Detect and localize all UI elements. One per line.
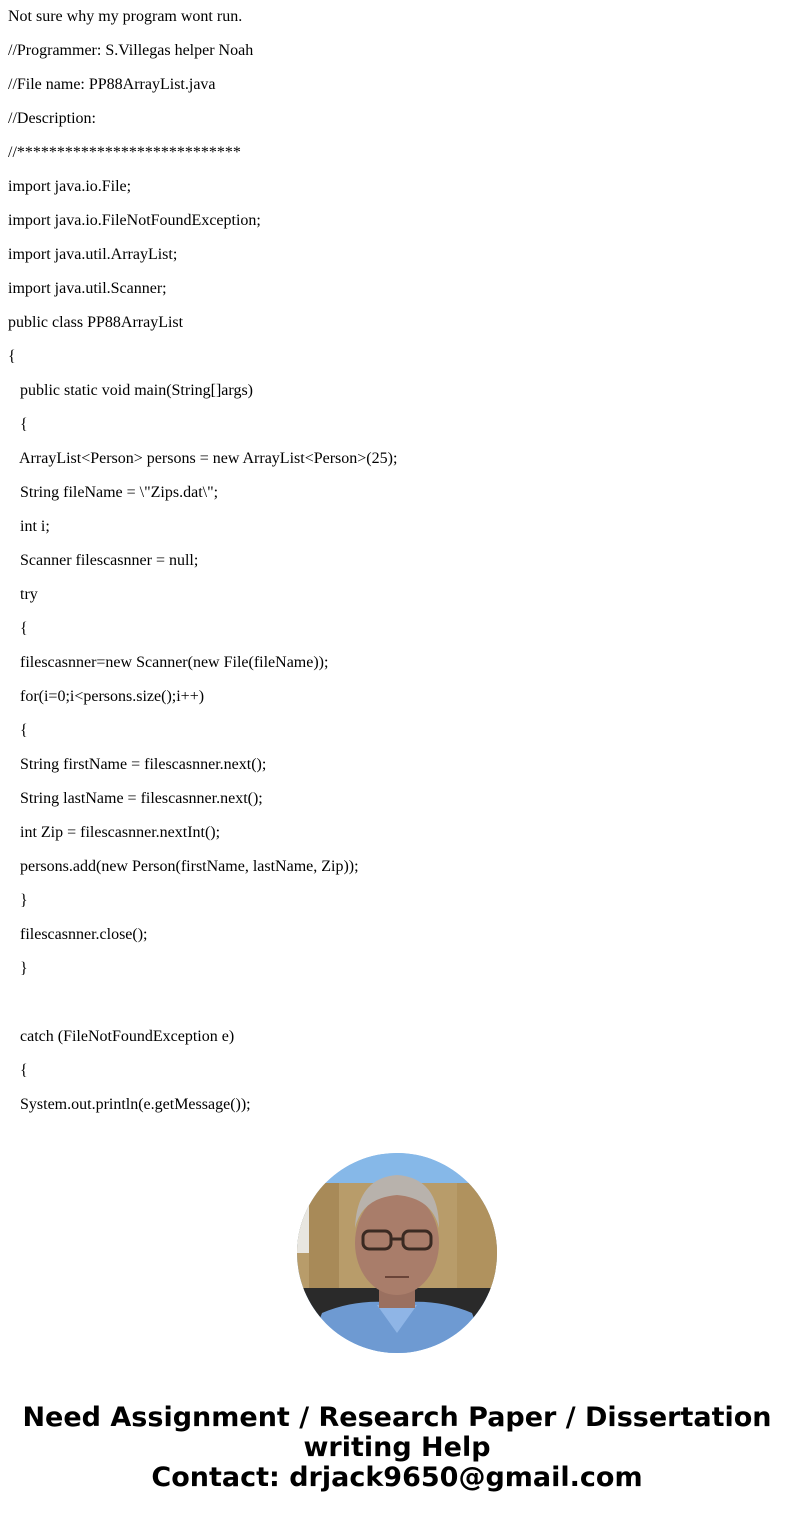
code-line: Scanner filescasnner = null; bbox=[20, 552, 199, 569]
code-line: import java.util.ArrayList; bbox=[8, 246, 178, 263]
code-line: int Zip = filescasnner.nextInt(); bbox=[20, 824, 221, 841]
code-line: { bbox=[8, 348, 16, 365]
ad-line-2: writing Help bbox=[303, 1432, 491, 1463]
code-line: int i; bbox=[20, 518, 50, 535]
code-line: String lastName = filescasnner.next(); bbox=[20, 790, 263, 807]
code-line: persons.add(new Person(firstName, lastName, Zip)); bbox=[20, 858, 359, 875]
code-line: { bbox=[20, 722, 28, 739]
code-line: //File name: PP88ArrayList.java bbox=[8, 76, 216, 93]
code-line: //Programmer: S.Villegas helper Noah bbox=[8, 42, 254, 59]
code-line: try bbox=[20, 586, 38, 603]
code-line: for(i=0;i<persons.size();i++) bbox=[20, 688, 205, 705]
code-line: public class PP88ArrayList bbox=[8, 314, 184, 331]
code-line: //Description: bbox=[8, 110, 96, 127]
person-photo-avatar-icon bbox=[297, 1153, 497, 1353]
code-line: ArrayList<Person> persons = new ArrayList<Person>(25); bbox=[19, 450, 398, 467]
code-line: catch (FileNotFoundException e) bbox=[20, 1028, 235, 1045]
code-line: import java.io.FileNotFoundException; bbox=[8, 212, 261, 229]
code-line: System.out.println(e.getMessage()); bbox=[20, 1096, 251, 1113]
code-line: //**************************** bbox=[8, 144, 241, 161]
code-line: filescasnner.close(); bbox=[20, 926, 148, 943]
code-line: { bbox=[20, 1062, 28, 1079]
code-line: } bbox=[20, 960, 28, 977]
code-line: filescasnner=new Scanner(new File(fileName)); bbox=[20, 654, 329, 671]
avatar bbox=[297, 1153, 497, 1353]
code-line: import java.io.File; bbox=[8, 178, 132, 195]
question-text: Not sure why my program wont run. bbox=[8, 8, 243, 25]
code-line: String fileName = \"Zips.dat\"; bbox=[20, 484, 219, 501]
code-line: } bbox=[20, 892, 28, 909]
advertisement-banner bbox=[0, 1403, 794, 1493]
ad-contact: Contact: drjack9650@gmail.com bbox=[151, 1462, 643, 1493]
code-line: { bbox=[20, 620, 28, 637]
code-line: String firstName = filescasnner.next(); bbox=[20, 756, 267, 773]
code-line: import java.util.Scanner; bbox=[8, 280, 167, 297]
code-line: public static void main(String[]args) bbox=[20, 382, 253, 399]
ad-line-1: Need Assignment / Research Paper / Dissertation bbox=[22, 1402, 772, 1433]
code-line: { bbox=[20, 416, 28, 433]
